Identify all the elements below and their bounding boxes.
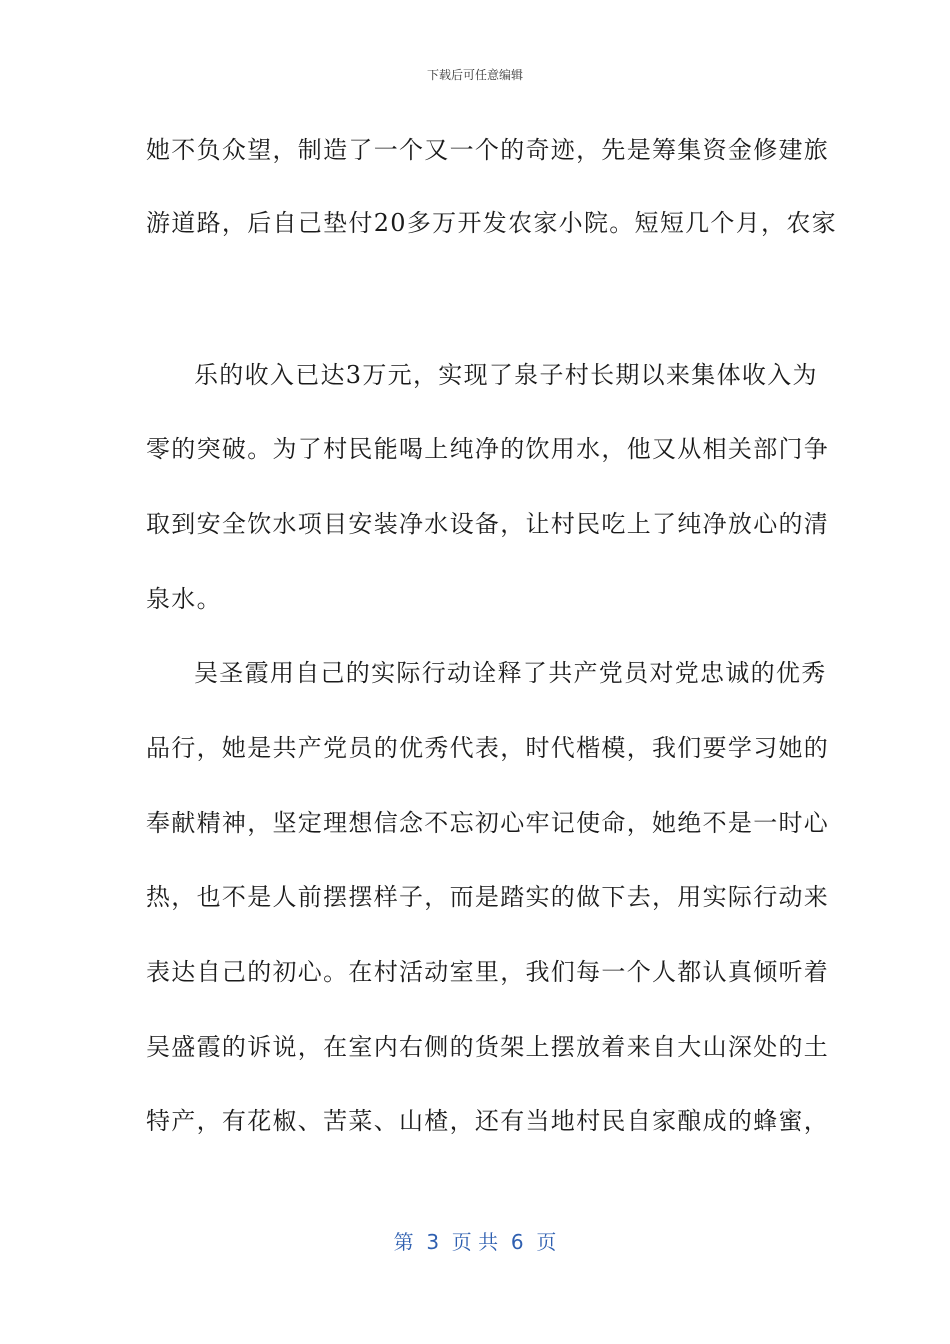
body-line: 游道路，后自己垫付20多万开发农家小院。短短几个月，农家 <box>146 209 837 237</box>
body-line: 她不负众望，制造了一个又一个的奇迹，先是筹集资金修建旅 <box>146 136 830 164</box>
body-line: 泉水。 <box>146 585 222 613</box>
body-line: 取到安全饮水项目安装净水设备，让村民吃上了纯净放心的清 <box>146 510 830 538</box>
body-line: 吴盛霞的诉说，在室内右侧的货架上摆放着来自大山深处的土 <box>146 1033 830 1061</box>
body-line: 热，也不是人前摆摆样子，而是踏实的做下去，用实际行动来 <box>146 883 830 911</box>
body-line: 品行，她是共产党员的优秀代表，时代楷模，我们要学习她的 <box>146 734 830 762</box>
paragraph-start-line: 吴圣霞用自己的实际行动诠释了共产党员对党忠诚的优秀 <box>194 659 827 687</box>
page-footer: 第 3 页 共 6 页 <box>393 1230 557 1254</box>
page-header: 下载后可任意编辑 <box>426 68 523 82</box>
body-line: 零的突破。为了村民能喝上纯净的饮用水，他又从相关部门争 <box>146 435 830 463</box>
body-line: 表达自己的初心。在村活动室里，我们每一个人都认真倾听着 <box>146 958 830 986</box>
paragraph-start-line: 乐的收入已达3万元，实现了泉子村长期以来集体收入为 <box>194 361 818 389</box>
body-line: 特产，有花椒、苦菜、山楂，还有当地村民自家酿成的蜂蜜， <box>146 1107 830 1135</box>
body-line: 奉献精神，坚定理想信念不忘初心牢记使命，她绝不是一时心 <box>146 809 830 837</box>
